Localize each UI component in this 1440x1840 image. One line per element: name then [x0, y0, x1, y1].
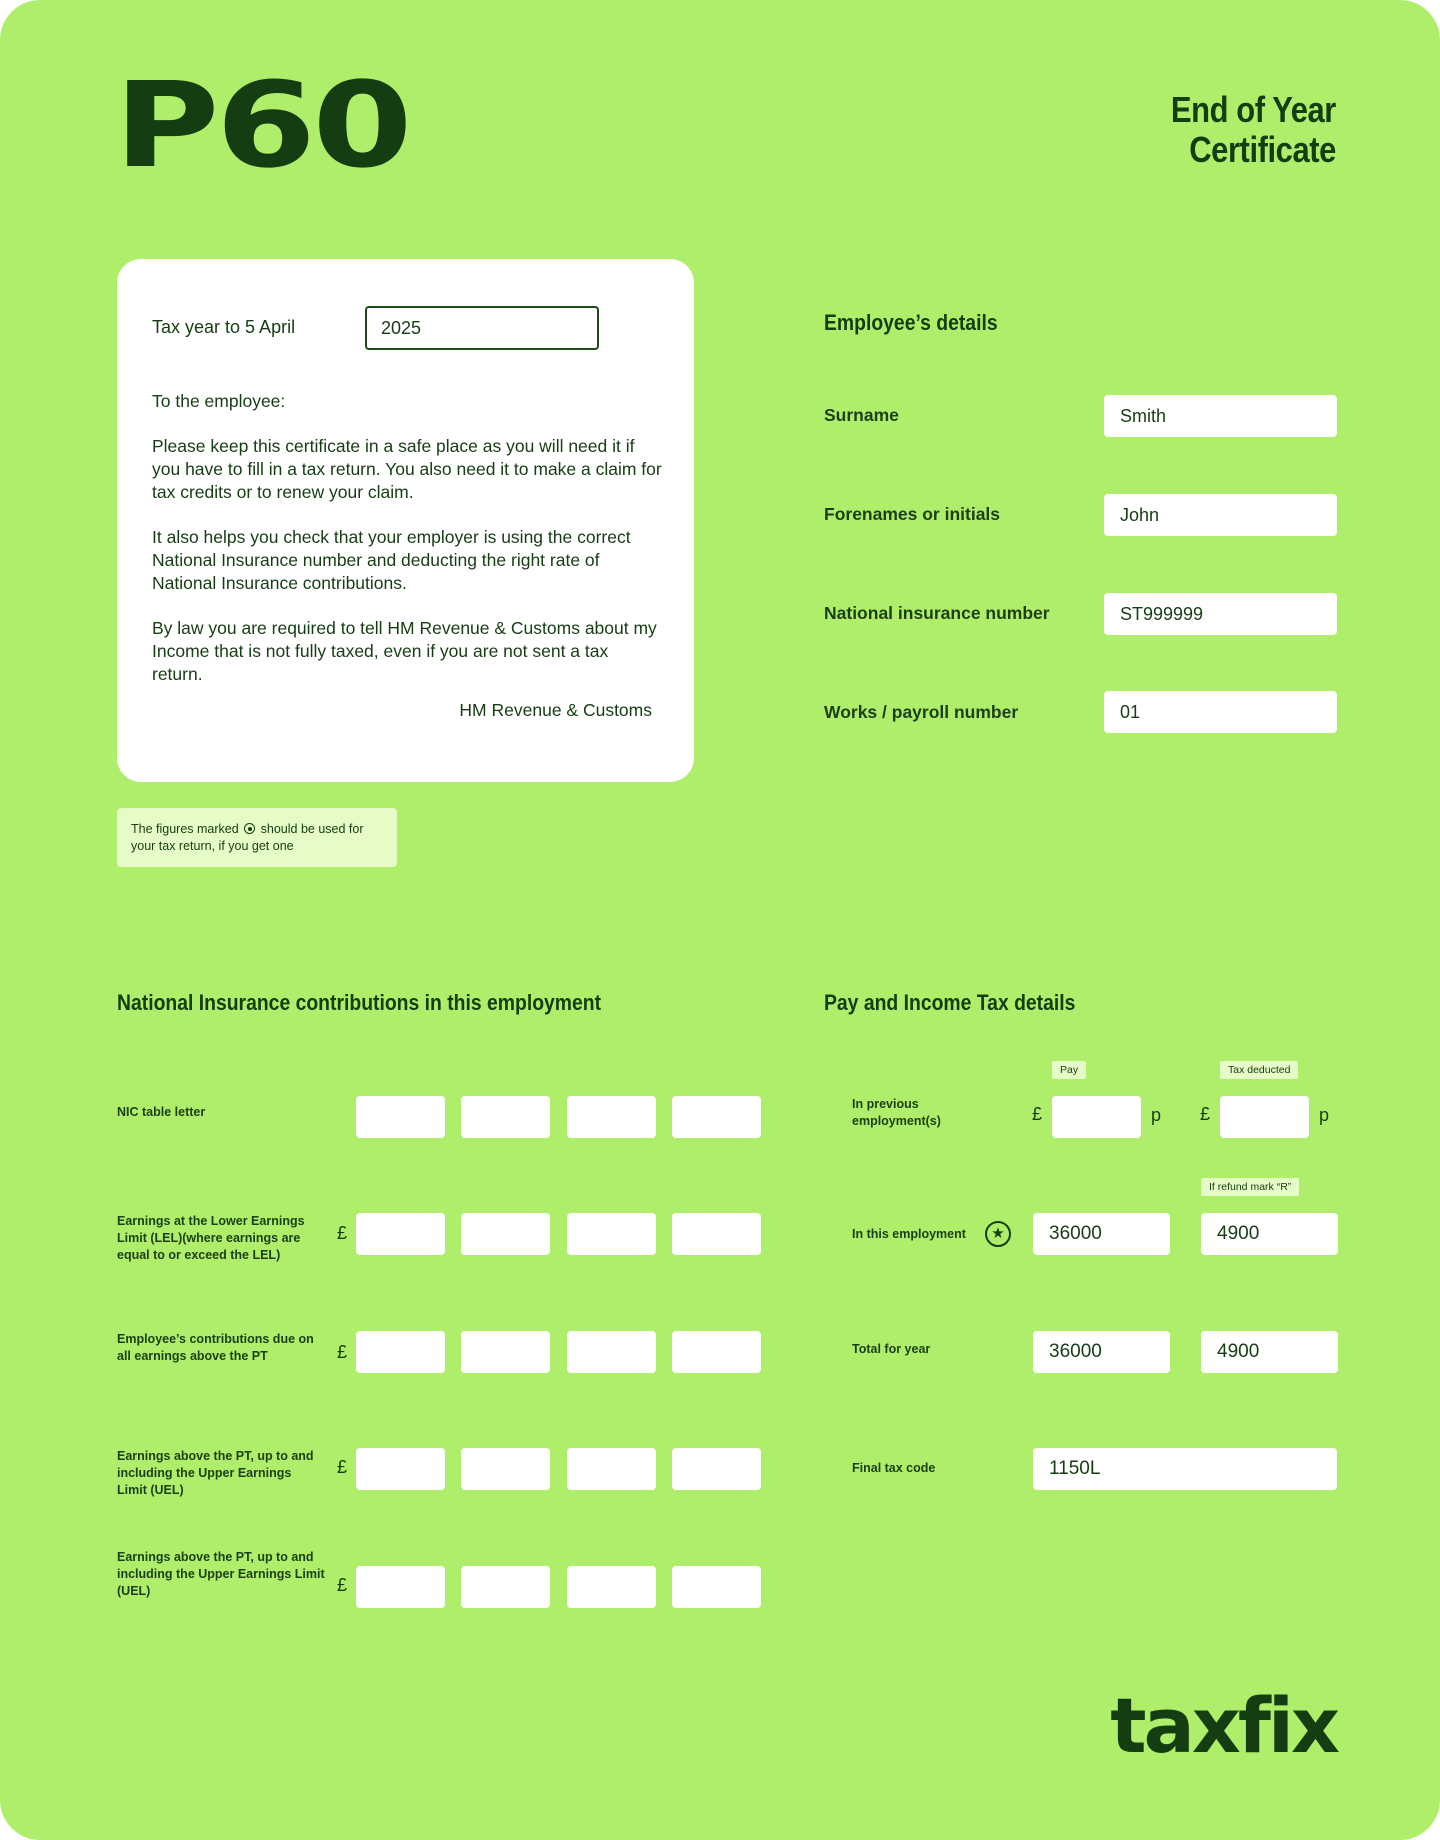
tax-year-field[interactable]: 2025	[365, 306, 599, 350]
contrib-box-2[interactable]	[461, 1331, 550, 1373]
pay-tax-heading: Pay and Income Tax details	[824, 990, 1076, 1015]
prev-tax-field[interactable]	[1220, 1096, 1309, 1138]
pence-mark: p	[1151, 1105, 1162, 1125]
surname-field[interactable]: Smith	[1104, 395, 1337, 437]
taxfix-logo: taxfix	[1110, 1681, 1337, 1770]
lel-box-3[interactable]	[567, 1213, 656, 1255]
total-year-label: Total for year	[852, 1342, 931, 1356]
prev-employment-label: In previous employment(s)	[852, 1097, 941, 1128]
lel-box-1[interactable]	[356, 1213, 445, 1255]
title-line-2: Certificate	[1189, 128, 1336, 170]
notice-para-4: By law you are required to tell HM Revenue & Customs about my Income that is not fully taxed, even if you are not sent a tax return.	[152, 618, 657, 684]
surname-label: Surname	[824, 405, 899, 425]
lel-box-2[interactable]	[461, 1213, 550, 1255]
this-employment-label: In this employment	[852, 1227, 966, 1241]
pence-mark: p	[1319, 1105, 1330, 1125]
uel-box-3[interactable]	[567, 1448, 656, 1490]
nic-letter-box-1[interactable]	[356, 1096, 445, 1138]
prev-pay-field[interactable]	[1052, 1096, 1141, 1138]
final-tax-code-field[interactable]: 1150L	[1033, 1448, 1337, 1490]
employee-notice-card	[117, 259, 694, 782]
forenames-field[interactable]: John	[1104, 494, 1337, 536]
uel-box-1[interactable]	[356, 1448, 445, 1490]
final-tax-code-label: Final tax code	[852, 1461, 936, 1475]
notice-para-1: To the employee:	[152, 391, 286, 411]
currency-symbol: £	[337, 1575, 348, 1595]
refund-tag: If refund mark “R”	[1201, 1178, 1299, 1196]
notice-para-3: It also helps you check that your employer is using the correct National Insurance number and deducting the right rate of National Insurance contributions.	[152, 527, 631, 593]
nic-heading: National Insurance contributions in this employment	[117, 990, 602, 1015]
uel-box-2[interactable]	[461, 1448, 550, 1490]
nic-row-label: Earnings above the PT, up to and including the Upper Earnings Limit (UEL)	[117, 1550, 325, 1598]
nic-letter-box-3[interactable]	[567, 1096, 656, 1138]
star-marker-icon: ★	[985, 1221, 1011, 1247]
currency-symbol: £	[1200, 1104, 1211, 1124]
notice-para-2: Please keep this certificate in a safe place as you will need it if you have to fill in a tax return. You also need it to make a claim for tax credits or to renew your claim.	[152, 436, 662, 502]
form-code: P60	[114, 56, 409, 194]
page-title	[1171, 90, 1336, 169]
payroll-label: Works / payroll number	[824, 702, 1019, 722]
employee-details-heading: Employee’s details	[824, 310, 998, 335]
nic-letter-box-4[interactable]	[672, 1096, 761, 1138]
contrib-box-4[interactable]	[672, 1331, 761, 1373]
currency-symbol: £	[337, 1342, 348, 1362]
figures-note	[117, 808, 397, 867]
contrib-box-1[interactable]	[356, 1331, 445, 1373]
total-pay-field[interactable]: 36000	[1033, 1331, 1170, 1373]
nino-label: National insurance number	[824, 603, 1050, 623]
tax-year-label: Tax year to 5 April	[152, 317, 296, 337]
title-line-1: End of Year	[1170, 89, 1336, 130]
notice-signature: HM Revenue & Customs	[459, 700, 652, 720]
uel2-box-2[interactable]	[461, 1566, 550, 1608]
forenames-label: Forenames or initials	[824, 504, 1001, 524]
nic-row-label: NIC table letter	[117, 1105, 206, 1119]
currency-symbol: £	[337, 1223, 348, 1243]
contrib-box-3[interactable]	[567, 1331, 656, 1373]
uel2-box-1[interactable]	[356, 1566, 445, 1608]
this-tax-field[interactable]: 4900	[1201, 1213, 1338, 1255]
lel-box-4[interactable]	[672, 1213, 761, 1255]
note-text-before: The figures marked	[131, 822, 239, 836]
this-pay-field[interactable]: 36000	[1033, 1213, 1170, 1255]
pay-tag: Pay	[1052, 1061, 1086, 1079]
currency-symbol: £	[1032, 1104, 1043, 1124]
notice-text	[152, 390, 662, 708]
uel-box-4[interactable]	[672, 1448, 761, 1490]
nino-field[interactable]: ST999999	[1104, 593, 1337, 635]
nic-letter-box-2[interactable]	[461, 1096, 550, 1138]
nic-row-label: Earnings above the PT, up to and including the Upper Earnings Limit (UEL)	[117, 1449, 314, 1497]
total-tax-field[interactable]: 4900	[1201, 1331, 1338, 1373]
nic-row-label: Employee’s contributions due on all earnings above the PT	[117, 1332, 314, 1363]
note-text-after: should be used for your tax return, if you get one	[131, 822, 364, 853]
uel2-box-4[interactable]	[672, 1566, 761, 1608]
payroll-field[interactable]: 01	[1104, 691, 1337, 733]
target-marker-icon	[244, 823, 255, 834]
tax-deducted-tag: Tax deducted	[1220, 1061, 1298, 1079]
nic-row-label: Earnings at the Lower Earnings Limit (LEL)(where earnings are equal to or exceed the LEL)	[117, 1214, 305, 1262]
uel2-box-3[interactable]	[567, 1566, 656, 1608]
currency-symbol: £	[337, 1457, 348, 1477]
